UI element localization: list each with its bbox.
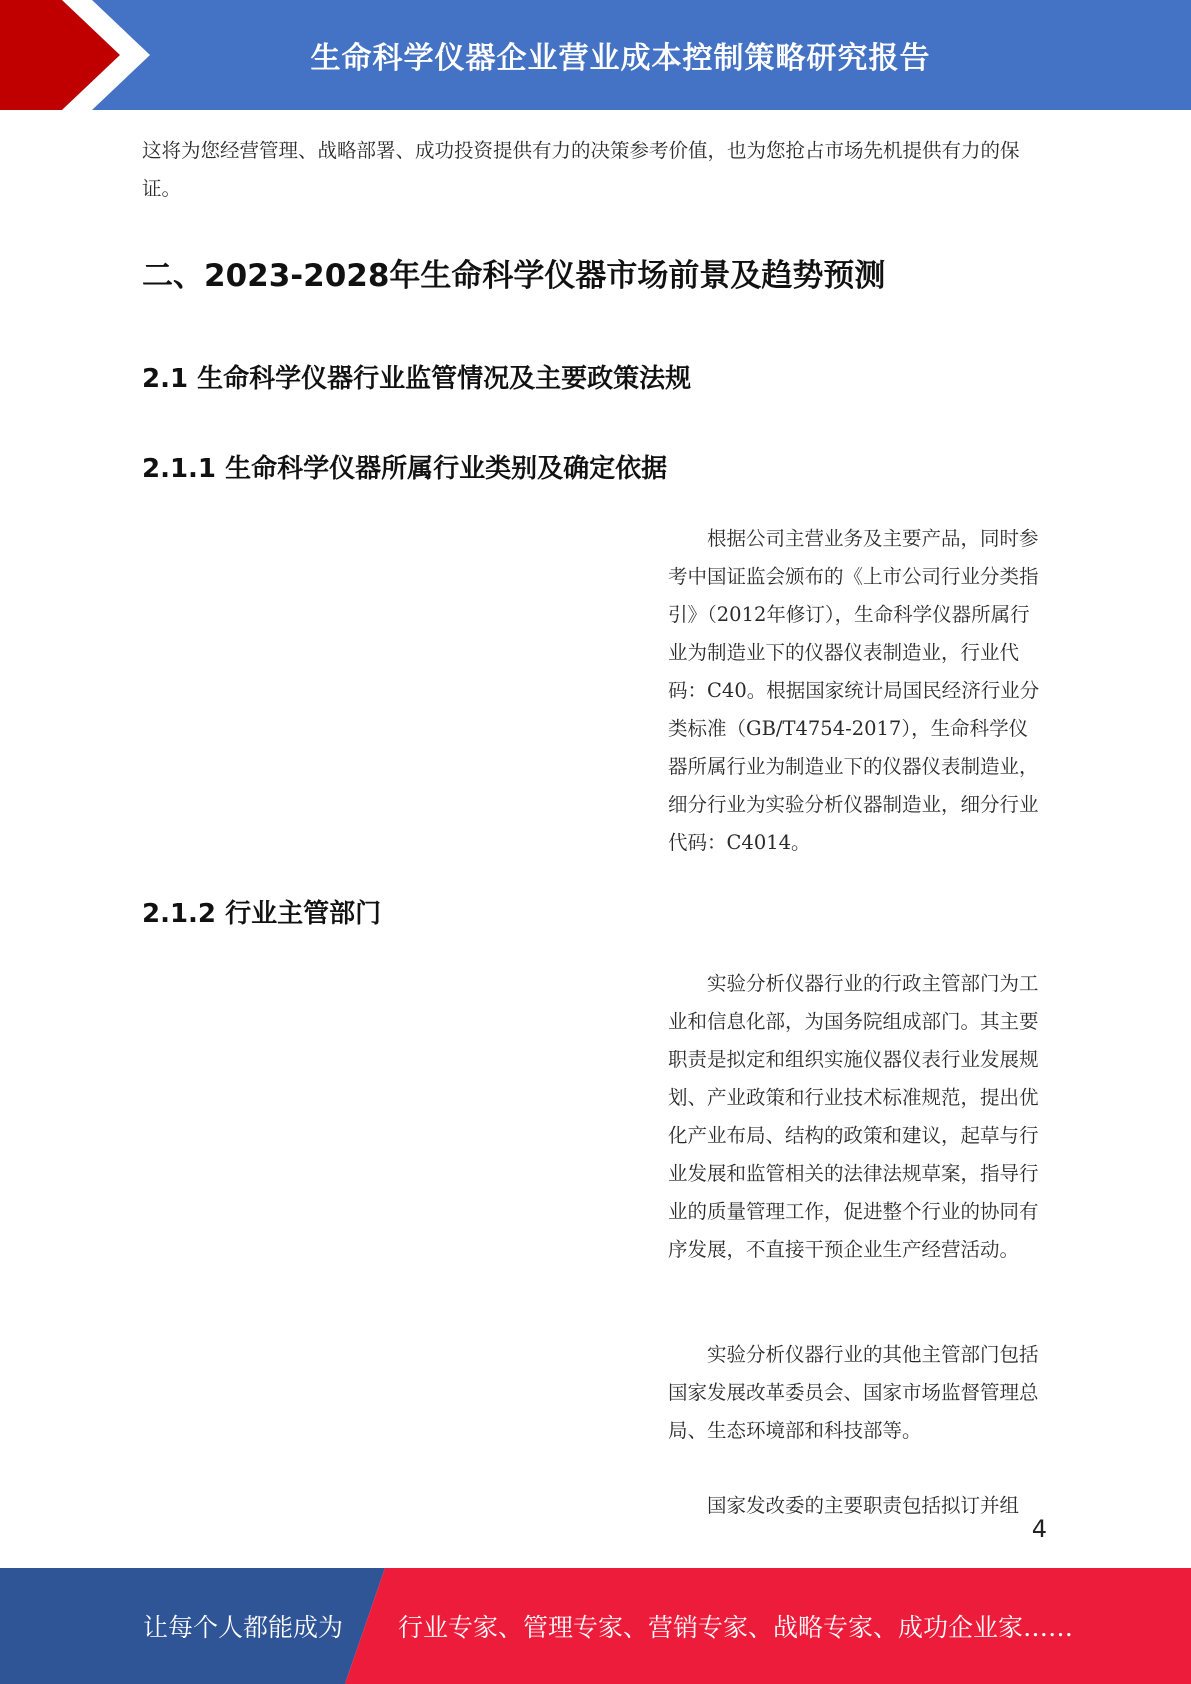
footer-slogan-left: 让每个人都能成为 bbox=[143, 1613, 344, 1642]
authority-paragraph-3: 国家发改委的主要职责包括拟订并组 bbox=[707, 1494, 1020, 1517]
section-heading-2-1-1: 2.1.1 生命科学仪器所属行业类别及确定依据 bbox=[142, 454, 668, 484]
authority-paragraph-1: 实验分析仪器行业的行政主管部门为工业和信息化部，为国务院组成部门。其主要职责是拟定和组织实施仪器仪表行业发展规划、产业政策和行业技术标准规范，提出优化产业布局、结构的政策和建议，起草与行业发展和监管相关的法律法规草案，指导行业的质量管理工作，促进整个行业的协同有序发展，不直接干预企业生产经营活动。 bbox=[668, 972, 1039, 1261]
section-heading-2-1-2: 2.1.2 行业主管部门 bbox=[142, 899, 382, 929]
intro-paragraph: 这将为您经营管理、战略部署、成功投资提供有力的决策参考价值，也为您抢占市场先机提供有力的保证。 bbox=[142, 139, 1020, 200]
authority-paragraph-2: 实验分析仪器行业的其他主管部门包括国家发展改革委员会、国家市场监督管理总局、生态环境部和科技部等。 bbox=[668, 1343, 1039, 1442]
report-title: 生命科学仪器企业营业成本控制策略研究报告 bbox=[310, 41, 931, 76]
section-heading-2: 二、2023-2028年生命科学仪器市场前景及趋势预测 bbox=[142, 258, 886, 294]
page-footer bbox=[0, 1568, 1191, 1684]
footer-slogan-right: 行业专家、管理专家、营销专家、战略专家、成功企业家…… bbox=[398, 1613, 1074, 1642]
industry-classification-paragraph: 根据公司主营业务及主要产品，同时参考中国证监会颁布的《上市公司行业分类指引》（2012年修订），生命科学仪器所属行业为制造业下的仪器仪表制造业，行业代码：C40。根据国家统计局国民经济行业分类标准（GB/T4754-2017），生命科学仪器所属行业为制造业下的仪器仪表制造业，细分行业为实验分析仪器制造业，细分行业代码：C4014。 bbox=[668, 527, 1040, 854]
section-heading-2-1: 2.1 生命科学仪器行业监管情况及主要政策法规 bbox=[142, 364, 692, 394]
page-number: 4 bbox=[1031, 1515, 1047, 1543]
page-header bbox=[0, 0, 1191, 110]
